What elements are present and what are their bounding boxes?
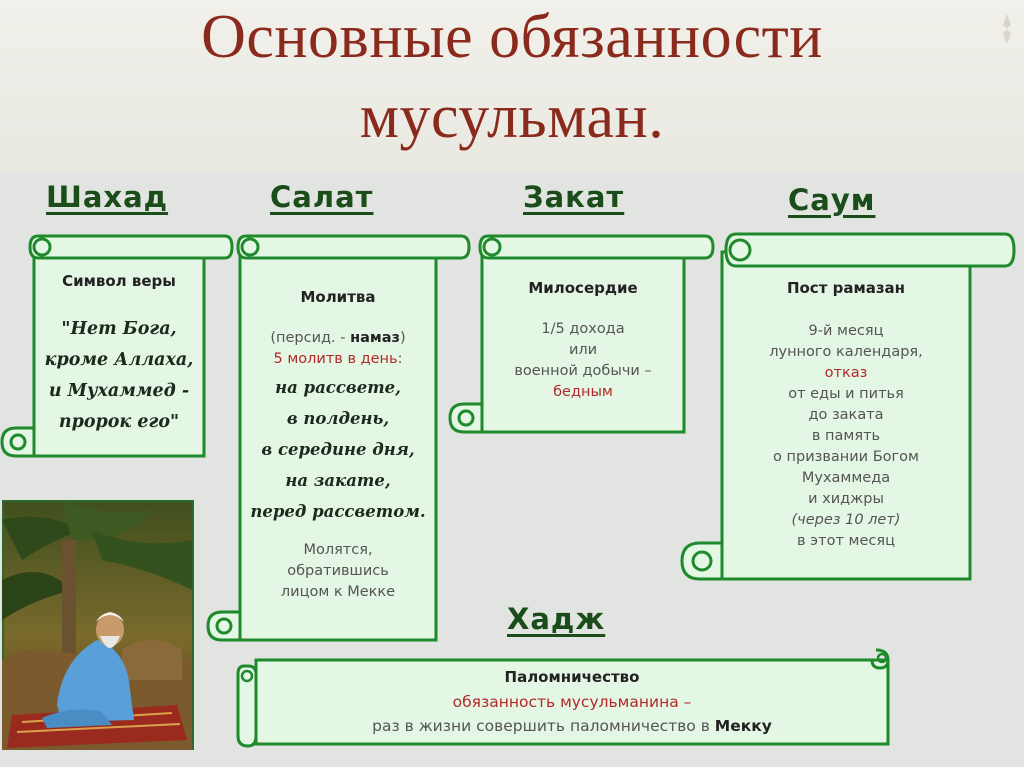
salat-direction — [240, 540, 436, 603]
shahad-subtitle: Символ веры — [62, 272, 176, 290]
hajj-destination: Мекку — [714, 717, 772, 735]
hajj-duty: обязанность мусульманина – — [452, 693, 692, 711]
heading-saum: Саум — [788, 183, 876, 217]
salat-direction-line: Молятся, — [303, 542, 373, 558]
salat-subtitle: Молитва — [300, 288, 376, 306]
saum-line: 9-й месяц — [808, 323, 884, 339]
saum-refusal: отказ — [824, 365, 868, 381]
shahad-quote-line: пророк его" — [58, 412, 180, 432]
saum-line: от еды и питья — [788, 386, 904, 402]
title-band — [0, 0, 1024, 172]
hajj-subtitle: Паломничество — [504, 668, 640, 686]
saum-line: лунного календаря, — [769, 344, 923, 360]
salat-count-text: 5 молитв в день — [273, 351, 398, 367]
saum-line: Мухаммеда — [801, 470, 891, 486]
salat-time-item: перед рассветом. — [250, 502, 426, 521]
zakat-subtitle: Милосердие — [528, 279, 638, 297]
shahad-quote-line: кроме Аллаха, — [44, 350, 194, 370]
saum-interval: (через 10 лет) — [791, 512, 901, 528]
heading-zakat: Закат — [523, 180, 625, 214]
salat-time-item: на рассвете, — [275, 378, 401, 397]
heading-shahad: Шахад — [46, 180, 169, 214]
saum-body — [722, 321, 970, 552]
saum-line: до заката — [808, 407, 884, 423]
shahad-quote — [28, 314, 210, 438]
hajj-sentence-text: раз в жизни совершить паломничество в — [372, 717, 715, 735]
shahad-quote-line: и Мухаммед - — [48, 381, 190, 401]
saum-subtitle: Пост рамазан — [786, 279, 906, 297]
scroll-shahad — [0, 230, 235, 460]
salat-direction-line: обратившись — [287, 563, 389, 579]
zakat-line: 1/5 дохода — [541, 321, 625, 337]
salat-origin-word: намаз — [350, 330, 400, 346]
salat-count — [240, 349, 436, 370]
salat-time-item: в середине дня, — [261, 440, 415, 459]
salat-origin-open: (персид. - — [270, 330, 351, 346]
zakat-line: военной добычи – — [514, 363, 652, 379]
saum-line: в память — [811, 428, 881, 444]
scroll-salat — [206, 230, 472, 645]
salat-count-colon: : — [397, 351, 403, 367]
saum-line: о призвании Богом — [773, 449, 919, 465]
salat-time-item: на закате, — [285, 471, 391, 490]
salat-times — [236, 372, 440, 527]
salat-origin — [240, 328, 436, 349]
heading-salat: Салат — [270, 180, 374, 214]
scroll-zakat — [448, 230, 716, 436]
shahad-quote-line: "Нет Бога, — [61, 319, 177, 339]
salat-time-item: в полдень, — [286, 409, 390, 428]
salat-direction-line: лицом к Мекке — [280, 584, 396, 600]
zakat-lines — [482, 319, 684, 403]
zakat-recipient: бедным — [553, 384, 613, 400]
scroll-hajj — [236, 646, 896, 750]
page-title-line-1: Основные обязанности — [201, 3, 823, 71]
zakat-line: или — [568, 342, 598, 358]
salat-origin-close: ) — [399, 330, 406, 346]
scroll-saum — [680, 228, 1020, 583]
page-title-line-2: мусульман. — [359, 83, 665, 151]
hajj-sentence — [256, 716, 888, 737]
praying-man-painting — [2, 500, 194, 750]
corner-ornament-icon — [998, 14, 1016, 44]
saum-final: в этот месяц — [797, 533, 895, 549]
heading-hajj: Хадж — [507, 602, 606, 636]
saum-line: и хиджры — [808, 491, 884, 507]
